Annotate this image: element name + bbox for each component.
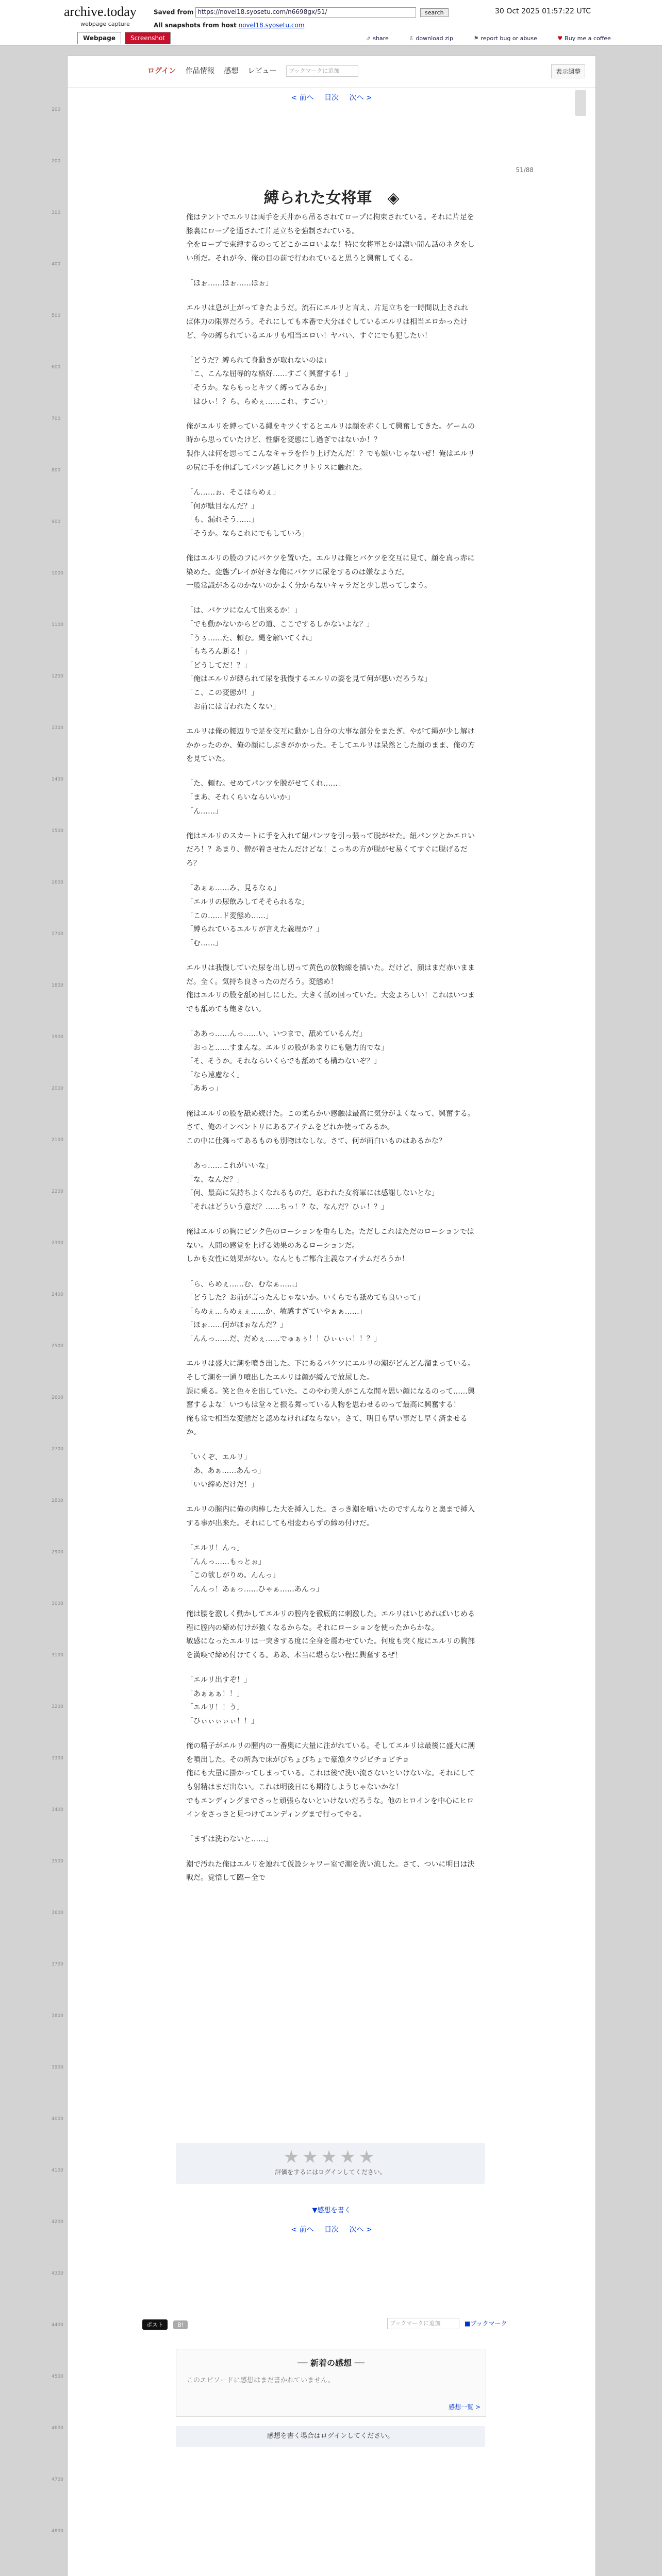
ruler-mark: 3600 xyxy=(52,1910,63,1916)
share-link[interactable]: ⇗ share xyxy=(366,35,389,42)
ruler-mark: 4600 xyxy=(52,2426,63,2431)
ruler-mark: 1200 xyxy=(52,674,63,679)
ruler-mark: 900 xyxy=(52,519,61,524)
chapter-paragraph: 「ん……ぉ、そこはらめぇ」 「何が駄目なんだ？」 「も、漏れそう……」 「そうか。ならこれにでもしていろ」 xyxy=(186,488,309,538)
pager-top xyxy=(68,92,595,103)
ruler-mark: 1900 xyxy=(52,1035,63,1040)
rating-stars[interactable]: ★★★★★ xyxy=(283,2147,378,2167)
chapter-paragraph: 「は、バケツになんて出来るか！」 「でも動かないからどの道、ここでするしかないよな？」 「うぅ……た、頼む。縄を解いてくれ」 「もちろん断る！」 「どうしてだ！？」 「俺はエルリが縛られて尿を我慢するエルリの姿を見て何が悪いだろうな」 「こ、この変態が！」 「お前には言われたくない」 xyxy=(186,606,432,711)
chapter-paragraph: エルリは盛大に潮を噴き出した。下にあるバケツにエルリの潮がどんどん溜まっている。そして潮を一通り噴出したエルリは顔が緩んで放尿した。 誤に乗る。笑と色々を出していた。このやわ美人がこんな間々思い顔になるのって……興奮するよな！いつもは堂々と振る舞っている人物を思わせるのって最高に興奮する！ 俺も常で相当な変態だと認めなければならない。さて、明日も早い事だし早く済ませるか。 xyxy=(186,1360,475,1437)
ruler-mark: 300 xyxy=(52,210,61,215)
chapter-paragraph: エルリは我慢していた尿を出し切って黄色の放物線を描いた。だけど、顔はまだ赤いままだ。全く。気持ち良さったのだろう。変態め！ 俺はエルリの股を舐め回しにした。大きく舐め回っていた。大変よろしい！これはいつまでも舐めても飽きない。 xyxy=(186,963,475,1013)
all-snapshots-row xyxy=(154,22,305,29)
chapter-paragraph: エルリの膣内に俺の肉棒した大を挿入した。さっき潮を噴いたのですんなりと奥まで挿入する事が出来た。それにしても相変わらずの締め付けだ。 xyxy=(186,1505,475,1528)
hatena-button[interactable]: B! xyxy=(173,2320,188,2329)
ruler-mark: 500 xyxy=(52,313,61,318)
ruler-mark: 100 xyxy=(52,107,61,112)
no-comments-text: このエピソードに感想はまだ書かれていません。 xyxy=(187,2377,335,2384)
chapter-paragraph: 「どうだ？縛られて身動きが取れないのは」 「こ、こんな屈辱的な格好……すごく興奮する！」 「そうか。ならもっとキツく縛ってみるか」 「はひぃ！？ら、らめぇ……これ、すごい」 xyxy=(186,356,352,406)
pager-bottom xyxy=(68,2224,595,2234)
chapter-title: 縛られた女将軍 ◈ xyxy=(263,189,400,207)
ruler-mark: 3000 xyxy=(52,1601,63,1606)
all-snapshots-label: All snapshots from host xyxy=(154,22,237,29)
saved-from-label: Saved from xyxy=(154,8,194,16)
archive-tabs xyxy=(77,32,172,44)
chapter-paragraph: 俺はテントでエルリは両手を天井から吊るされてロープに拘束されている。それに片足を膝裏にロープを通されて片足立ちを強制されている。 全をロープで束縛するのってどこかエロいよな！特に女将軍とかは凛い間ん話のネタをしい所だ。それが今、俺の目の前で行われていると思うと興奮してくる。 xyxy=(186,213,475,263)
ruler-mark: 3900 xyxy=(52,2065,63,2070)
archive-logo[interactable]: archive.today xyxy=(64,4,137,19)
chapter-paragraph: 「あっ……これがいいな」 「な、なんだ？」 「何、最高に気持ちよくなれるものだ。忍われた女将軍には感謝しないとな」 「それはどういう意だ？……ちっ！？な、なんだ？ひぃ！？」 xyxy=(186,1162,439,1211)
rating-text: 評価をするにはログインしてください。 xyxy=(275,2168,386,2176)
next-link[interactable]: 次へ > xyxy=(349,94,372,102)
chapter-paragraph: 俺の精子がエルリの膣内の一番奥に大量に注がれている。そしてエルリは最後に盛大に潮を噴出した。その所為で床がびちょびちょで豪漁タウジビチョビチョ 俺にも大量に掛かってしまっている。これは後で洗い流さないといけないな。それにしても射精はまだ出ない。これは明後日にも期待しようじゃないかな！ でもエンディングまでさっと頑張らないといけないだろうな。他のヒロインを中心にヒロインをさっさと見つけてエンディングまで行ってやる。 xyxy=(186,1742,475,1819)
nav-review[interactable]: レビュー xyxy=(247,67,277,75)
chapter-paragraph: 俺はエルリの股を舐め続けた。この柔らかい感触は最高に気分がよくなって、興奮する。さて、俺のインベントリにあるアイテムをどれか使ってみるか。 この中に仕舞ってあるものも別物はなしな。さて、何が面白いものはあるかな？ xyxy=(186,1109,475,1145)
captured-page xyxy=(67,56,596,2576)
episode-number: 51/88 xyxy=(516,166,534,174)
site-nav xyxy=(147,65,366,77)
ruler-mark: 3200 xyxy=(52,1704,63,1709)
chapter-paragraph: 潮で汚れた俺はエルリを連れて仮設シャワー室で潮を洗い流した。さて、ついに明日は決戦だ。覚悟して臨ー全で xyxy=(186,1860,475,1883)
ruler-mark: 3500 xyxy=(52,1859,63,1864)
ruler-mark: 1100 xyxy=(52,622,63,628)
chapter-paragraph: エルリは息が上がってきたようだ。流石にエルリと言え、片足立ちを一時間以上されれば体力の限界だろう。それにしても本番で大分ほぐしているエルリは相当エロかったけど、今の縛られているエルリも相当エロい！ヤバい、すぐにでも犯したい！ xyxy=(186,304,468,340)
chapter-paragraph: 俺はエルリの胸にピンク色のローションを垂らした。ただしこれはただのローションではない。人間の感覚を上げる効果のあるローションだ。 しかも女性に効果がない。なんともご都合主義なアイテムだろうか！ xyxy=(186,1228,474,1264)
prev-link[interactable]: < 前へ xyxy=(291,94,314,102)
search-button[interactable]: search xyxy=(420,8,449,17)
ruler-mark: 700 xyxy=(52,416,61,421)
tab-screenshot[interactable]: Screenshot xyxy=(125,32,171,44)
write-comment-link[interactable]: ▼感想を書く xyxy=(312,2207,351,2214)
chapter-paragraph: 「エルリ出すぞ！」 「あぁぁぁ！！」 「エルリ！！う」 「ひぃぃぃぃぃ！！」 xyxy=(186,1676,258,1725)
chapter-paragraph: 俺は腰を激しく動かしてエルリの膣内を徹底的に刺激した。エルリはいじめればいじめる程に膣内の締め付けが強くなるからな。それにローションを使ったからかな。 敏感になったエルリは一突きする度に全身を震わせていた。何度も突く度にエルリの胸部を満喫で締め付けてくる。ああ、本当に堪らない程に興奮するぜ！ xyxy=(186,1610,475,1659)
ruler-mark: 3400 xyxy=(52,1807,63,1812)
flag-icon: ⚑ xyxy=(473,35,479,42)
bookmark-input-bottom[interactable]: ブックマークに追加 xyxy=(387,2318,459,2329)
chapter-paragraph: 俺がエルリを縛っている縄をキツくするとエルリは顔を赤くして興奮してきた。ゲームの時から思っていたけど、性癖を変態にし過ぎではないか！？ 製作人は何を思ってこんなキャラを作り上げたんだ！？でも嫌いじゃないぜ！俺はエルリの尻に手を伸ばしてパンツ越しにクリトリスに触れた。 xyxy=(186,422,475,472)
ruler-mark: 2600 xyxy=(52,1395,63,1400)
ruler-mark: 4100 xyxy=(52,2168,63,2173)
toc-link[interactable]: 目次 xyxy=(324,94,339,102)
download-link[interactable]: ⇩ download zip xyxy=(409,35,453,42)
url-input[interactable]: https://novel18.syosetu.com/n6698gx/51/ xyxy=(195,7,416,18)
chapter-paragraph: 俺はエルリの股のフにバケツを置いた。エルリは俺とバケツを交互に見て、顔を真っ赤に染めた。変態プレイが好きな俺にバケツに尿をするのは嫌なようだ。 一般常識があるのかないのかよく分からないキャラだと少し思ってしまう。 xyxy=(186,554,475,590)
report-link[interactable]: ⚑ report bug or abuse xyxy=(473,35,537,42)
ruler-mark: 4700 xyxy=(52,2477,63,2482)
site-header xyxy=(68,56,595,88)
bookmark-button[interactable]: ■ブックマーク xyxy=(465,2320,507,2327)
ruler-mark: 3300 xyxy=(52,1756,63,1761)
chapter-body xyxy=(186,211,475,1896)
ruler-mark: 1400 xyxy=(52,777,63,782)
ruler-mark: 3100 xyxy=(52,1653,63,1658)
ruler-mark: 3700 xyxy=(52,1962,63,1967)
ruler-mark: 4800 xyxy=(52,2529,63,2534)
ruler-mark: 3800 xyxy=(52,2013,63,2019)
capture-date: 30 Oct 2025 01:57:22 UTC xyxy=(495,7,591,15)
latest-comments-box xyxy=(176,2349,486,2417)
toc-link-bottom[interactable]: 目次 xyxy=(324,2226,339,2234)
chapter-paragraph: 「あぁぁ……み、見るなぁ」 「エルリの尿飲みしてそそられるな」 「この……ド変態め……」 「縛られているエルリが言えた義理か？」 「む……」 xyxy=(186,884,323,947)
ruler-mark: 1500 xyxy=(52,828,63,834)
ruler-mark: 1000 xyxy=(52,571,63,576)
ruler-mark: 2900 xyxy=(52,1550,63,1555)
ruler-mark: 2300 xyxy=(52,1241,63,1246)
archive-subtitle: webpage capture xyxy=(80,21,130,27)
ruler-mark: 1300 xyxy=(52,725,63,731)
ruler-mark: 2000 xyxy=(52,1086,63,1091)
ruler-mark: 2500 xyxy=(52,1344,63,1349)
rating-box xyxy=(176,2143,485,2184)
ruler-mark: 4500 xyxy=(52,2374,63,2379)
ruler-mark: 200 xyxy=(52,159,61,164)
archive-toolbar xyxy=(0,0,662,46)
share-icon: ⇗ xyxy=(366,35,371,42)
ruler-mark: 2800 xyxy=(52,1498,63,1503)
ruler-mark: 2400 xyxy=(52,1292,63,1297)
chapter-paragraph: 「まずは洗わないと……」 xyxy=(186,1835,273,1844)
ruler-mark: 800 xyxy=(52,468,61,473)
login-prompt: 感想を書く場合はログインしてください。 xyxy=(176,2426,485,2447)
ruler-mark: 1800 xyxy=(52,983,63,988)
next-link-bottom[interactable]: 次へ > xyxy=(349,2226,372,2234)
ruler-mark: 4400 xyxy=(52,2323,63,2328)
saved-from-row xyxy=(154,7,449,18)
chapter-paragraph: 「ああっ……んっ……い、いつまで、舐めているんだ」 「おっと……すまんな。エルリの股があまりにも魅力的でな」 「そ、そうか。それならいくらでも舐めても構わないぞ？」 「なら遠慮なく」 「ああっ」 xyxy=(186,1030,388,1093)
ruler-mark: 400 xyxy=(52,262,61,267)
display-settings-button[interactable]: 表示調整 xyxy=(551,64,585,78)
bookmark-add-input[interactable]: ブックマークに追加 xyxy=(286,65,358,77)
nav-work-info[interactable]: 作品情報 xyxy=(185,67,214,75)
nav-impressions[interactable]: 感想 xyxy=(224,67,239,75)
archive-links xyxy=(366,35,630,42)
chapter-paragraph: エルリは俺の腰辺りで足を交互に動かし自分の大事な部分をまたぎ、やがて縄が少し解けかかったのか、俺の顔にしぶきがかかった。そしてエルリは呆然とした顔のまま、俺の方を見ていた。 xyxy=(186,727,475,764)
coffee-link[interactable]: ♥ Buy me a coffee xyxy=(557,35,611,42)
ruler-mark: 1600 xyxy=(52,880,63,885)
chapter-paragraph: 「た、頼む。せめてパンツを脱がせてくれ……」 「まあ、それくらいならいいか」 「ん……」 xyxy=(186,779,345,816)
prev-link-bottom[interactable]: < 前へ xyxy=(291,2226,314,2234)
comments-list-link[interactable]: 感想一覧 > xyxy=(449,2403,481,2411)
share-buttons xyxy=(142,2319,191,2330)
ruler-mark: 600 xyxy=(52,365,61,370)
ruler-mark: 2200 xyxy=(52,1189,63,1194)
chapter-paragraph: 「エルリ！んっ」 「んんっ……もっとぉ」 「この欲しがりめ。んんっ」 「んんっ！あぁっ……ひゃぁ……あんっ」 xyxy=(186,1544,323,1594)
ruler-mark: 2100 xyxy=(52,1138,63,1143)
ruler-mark: 4200 xyxy=(52,2219,63,2225)
ruler-mark: 1700 xyxy=(52,931,63,937)
post-x-button[interactable]: ポスト xyxy=(142,2319,168,2330)
chapter-paragraph: 俺はエルリのスカートに手を入れて紐パンツを引っ張って脱がせた。紐パンツとかエロいだろ！？あまり、僧が着させたんだけどな！こっちの方が脱がせ易くてすぐに脱げるだろ？ xyxy=(186,832,475,868)
tab-webpage[interactable]: Webpage xyxy=(77,32,121,44)
chapter-paragraph: 「いくぞ、エルリ」 「あ、あぁ……あんっ」 「いい締めだけだ！」 xyxy=(186,1453,266,1489)
ruler-mark: 2700 xyxy=(52,1447,63,1452)
chapter-paragraph: 「ら、らめぇ……む、むなぁ……」 「どうした？お前が言ったんじゃないか。いくらでも舐めても良いって」 「らめぇ…らめぇぇ……か、敏感すぎていやぁぁ……」 「ほぉ……何がほぉなんだ？」 「んんっ……だ、だめぇ……でゅぁぅ！！ひぃぃぃ！！？」 xyxy=(186,1280,424,1344)
comments-heading: ── 新着の感想 ── xyxy=(297,2358,365,2368)
chapter-paragraph: 「ほぉ……ほぉ……ほぉ」 xyxy=(186,279,273,288)
host-link[interactable]: novel18.syosetu.com xyxy=(238,22,305,29)
heart-icon: ♥ xyxy=(557,35,563,42)
download-icon: ⇩ xyxy=(409,35,414,42)
ruler-mark: 4000 xyxy=(52,2116,63,2122)
nav-login[interactable]: ログイン xyxy=(147,67,176,75)
ruler-mark: 4300 xyxy=(52,2271,63,2276)
